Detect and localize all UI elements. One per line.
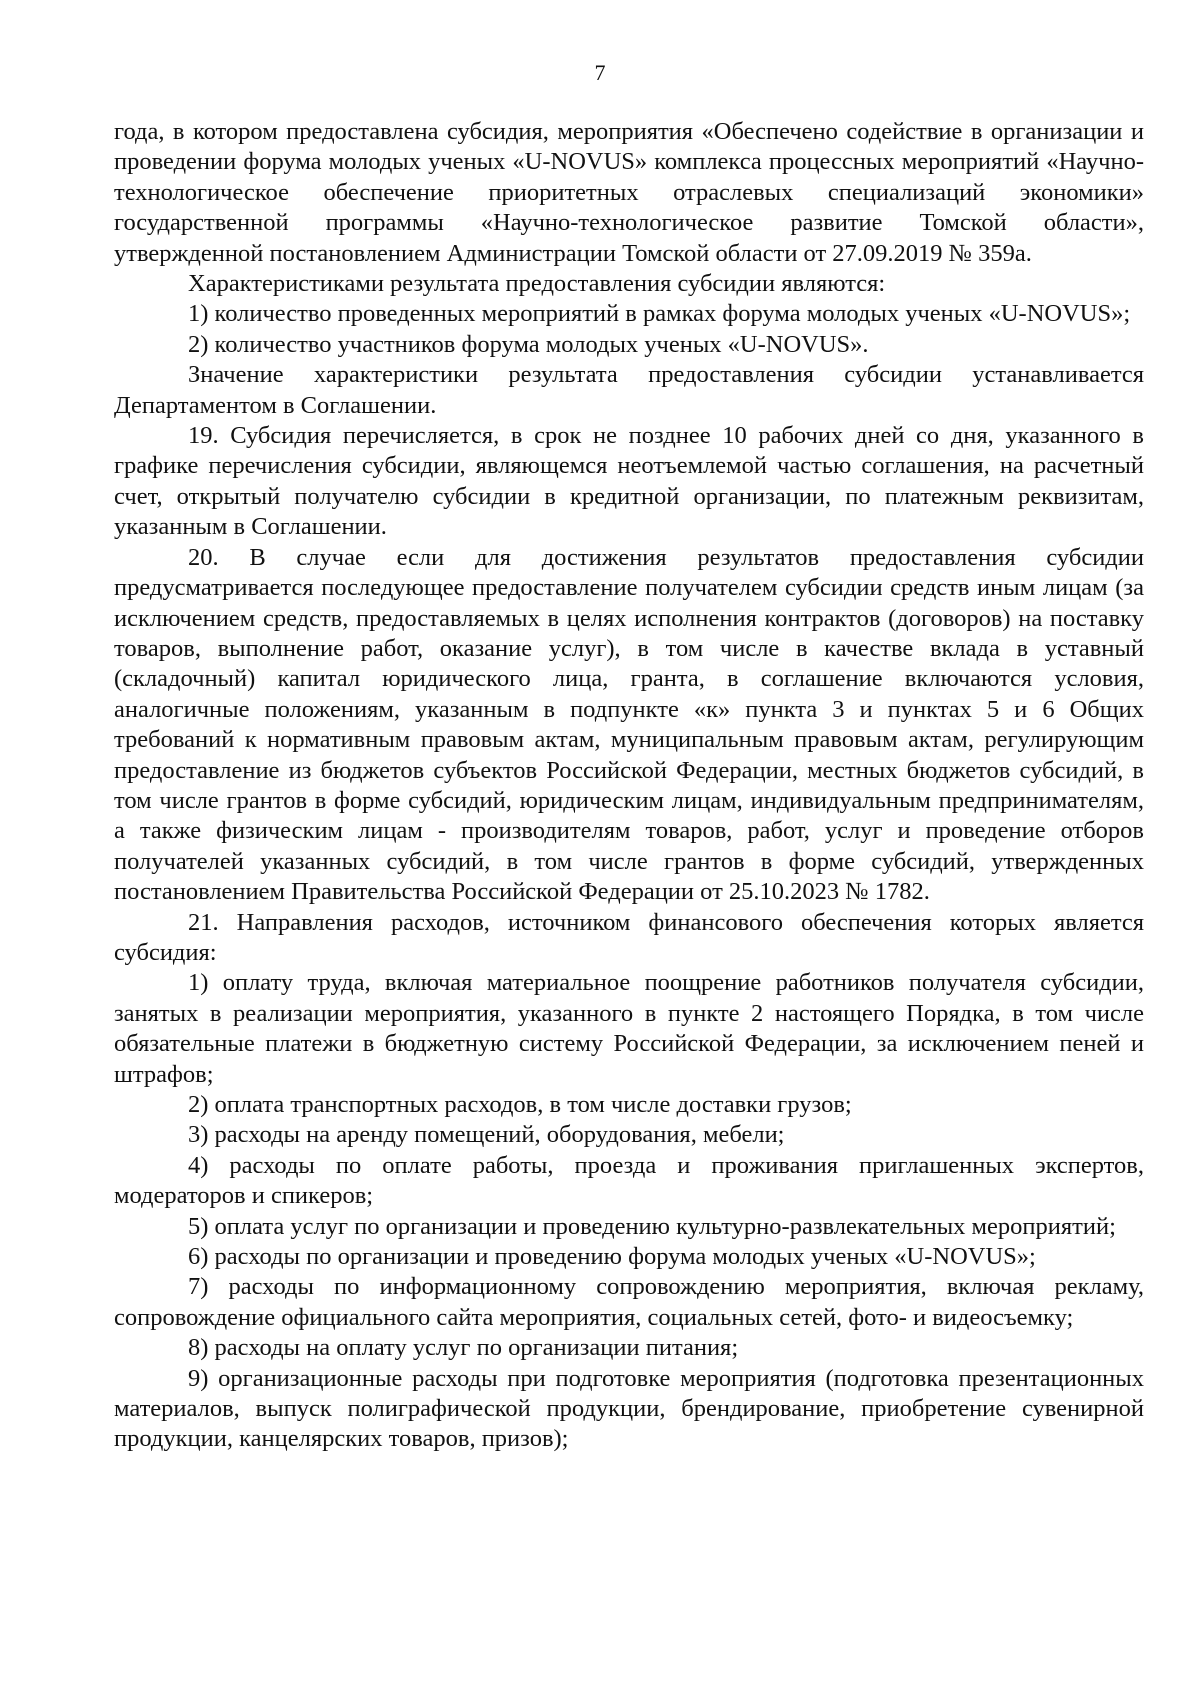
list-item-expense-5: 5) оплата услуг по организации и проведению культурно-развлекательных мероприятий;: [188, 1212, 1116, 1240]
list-item-expense-4: 4) расходы по оплате работы, проезда и проживания приглашенных экспертов, модераторов и спикеров;: [114, 1151, 1144, 1210]
paragraph-continuation: года, в котором предоставлена субсидия, мероприятия «Обеспечено содействие в организации и проведении форума молодых ученых «U-NOVUS» комплекса процессных мероприятий «Научно-технологическое обеспечение приоритетных отраслевых специализаций экономики» государственной программы «Научно-технологическое развитие Томской области», утвержденной постановлением Администрации Томской области от 27.09.2019 № 359а.: [114, 118, 1144, 267]
page-number: 7: [594, 60, 606, 85]
clause-21: 21. Направления расходов, источником финансового обеспечения которых является субсидия:: [114, 908, 1144, 966]
list-item-expense-8: 8) расходы на оплату услуг по организации питания;: [188, 1334, 739, 1362]
list-item-expense-3: 3) расходы на аренду помещений, оборудования, мебели;: [188, 1121, 785, 1149]
clause-19: 19. Субсидия перечисляется, в срок не позднее 10 рабочих дней со дня, указанного в графике перечисления субсидии, являющемся неотъемлемой частью соглашения, на расчетный счет, открытый получателю субсидии в кредитной организации, по платежным реквизитам, указанным в Соглашении.: [114, 422, 1144, 541]
list-item-participants-count: 2) количество участников форума молодых ученых «U-NOVUS».: [188, 330, 869, 358]
paragraph-result-characteristics: Характеристиками результата предоставления субсидии являются:: [188, 270, 886, 298]
list-item-expense-2: 2) оплата транспортных расходов, в том числе доставки грузов;: [188, 1091, 852, 1118]
clause-20: 20. В случае если для достижения результатов предоставления субсидии предусматривается последующее предоставление получателем субсидии средств иным лицам (за исключением средств, предоставляемых в целях исполнения контрактов (договоров) на поставку товаров, выполнение работ, оказание услуг), в том числе в качестве вклада в уставный (складочный) капитал юридического лица, гранта, в соглашение включаются условия, аналогичные положениям, указанным в подпункте «к» пункта 3 и пунктах 5 и 6 Общих требований к нормативным правовым актам, муниципальным правовым актам, регулирующим предоставление из бюджетов субъектов Российской Федерации, местных бюджетов субсидий, в том числе грантов в форме субсидий, юридическим лицам, индивидуальным предпринимателям, а также физическим лицам - производителям товаров, работ, услуг и проведение отборов получателей указанных субсидий, в том числе грантов в форме субсидий, утвержденных постановлением Правительства Российской Федерации от 25.10.2023 № 1782.: [114, 543, 1144, 906]
paragraph-characteristic-value: Значение характеристики результата предоставления субсидии устанавливается Департаментом в Соглашении.: [114, 361, 1144, 419]
list-item-expense-6: 6) расходы по организации и проведению форума молодых ученых «U-NOVUS»;: [188, 1243, 1036, 1271]
list-item-events-count: 1) количество проведенных мероприятий в рамках форума молодых ученых «U-NOVUS»;: [188, 300, 1131, 328]
list-item-expense-1: 1) оплату труда, включая материальное поощрение работников получателя субсидии, занятых в реализации мероприятия, указанного в пункте 2 настоящего Порядка, в том числе обязательные платежи в бюджетную систему Российской Федерации, за исключением пеней и штрафов;: [114, 969, 1144, 1088]
list-item-expense-9: 9) организационные расходы при подготовке мероприятия (подготовка презентационных материалов, выпуск полиграфической продукции, брендирование, приобретение сувенирной продукции, канцелярских товаров, призов);: [114, 1364, 1144, 1453]
list-item-expense-7: 7) расходы по информационному сопровождению мероприятия, включая рекламу, сопровождение официального сайта мероприятия, социальных сетей, фото- и видеосъемку;: [114, 1273, 1144, 1331]
document-body: [114, 117, 1144, 1455]
